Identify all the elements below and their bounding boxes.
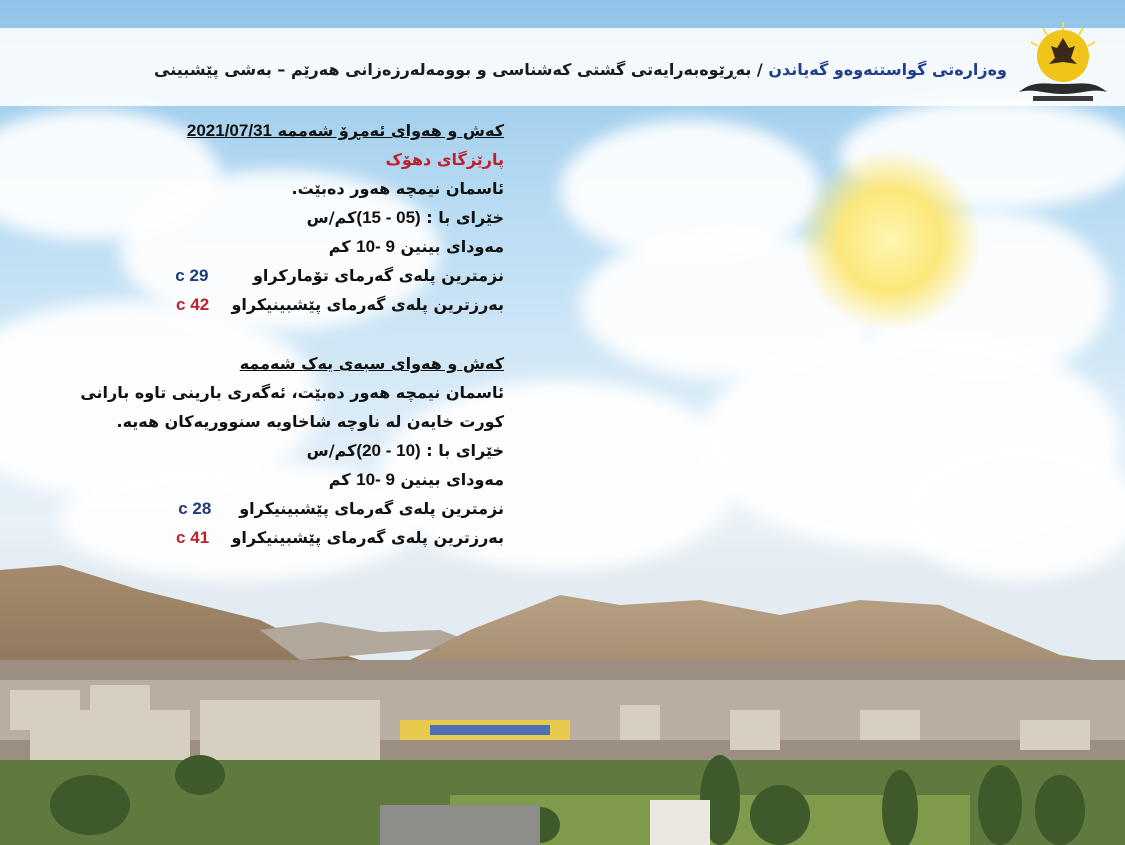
tomorrow-title: کەش و هەوای سبەی یەک شەممە [239, 354, 504, 373]
today-wind: خێرای با : (05 - 15)کم/س [306, 208, 504, 227]
today-visibility: مەودای بینین 9 -10 کم [328, 237, 504, 256]
today-max-value: 42 c [176, 295, 210, 314]
today-min-value: 29 c [175, 266, 209, 285]
tomorrow-wind: خێرای با : (10 - 20)کم/س [306, 441, 504, 460]
tomorrow-heading [40, 349, 504, 378]
today-max-temp: بەرزترین پلەی گەرمای پێشبینیکراو 42 c [176, 295, 504, 314]
krg-emblem-logo [1013, 14, 1113, 114]
tomorrow-min-value: 28 c [178, 499, 212, 518]
tomorrow-min-temp: نزمترین پلەی گەرمای پێشبینیکراو 28 c [178, 499, 504, 518]
header-separator: / [756, 60, 763, 79]
today-min-temp: نزمترین پلەی گەرمای تۆمارکراو 29 c [175, 266, 504, 285]
header-title [27, 60, 1007, 79]
tomorrow-visibility: مەودای بینین 9 -10 کم [328, 470, 504, 489]
sun-glow [800, 150, 980, 330]
ministry-name: وەزارەتی گواستنەوەو گەیاندن [768, 60, 1007, 79]
weather-report [40, 116, 504, 552]
tomorrow-max-temp: بەرزترین پلەی گەرمای پێشبینیکراو 41 c [176, 528, 504, 547]
department-name: بەڕێوەبەرایەتی گشتی کەشناسی و بوومەلەرزەزانی هەرێم – بەشی پێشبینی [154, 60, 752, 79]
today-title: کەش و هەوای ئەمڕۆ شەممە 2021/07/31 [186, 121, 504, 140]
tomorrow-sky: ئاسمان نیمچە هەور دەبێت، ئەگەری بارینی تاوە بارانی کورت خایەن لە ناوچە شاخاویە سنووریەکان هەیە. [80, 383, 504, 431]
tomorrow-max-value: 41 c [176, 528, 210, 547]
today-date: 2021/07/31 [186, 121, 272, 140]
today-heading [40, 116, 504, 145]
city-landscape-image [0, 560, 1125, 845]
province-name: پارێزگای دهۆک [385, 150, 504, 169]
today-sky: ئاسمان نیمچە هەور دەبێت. [291, 179, 504, 198]
